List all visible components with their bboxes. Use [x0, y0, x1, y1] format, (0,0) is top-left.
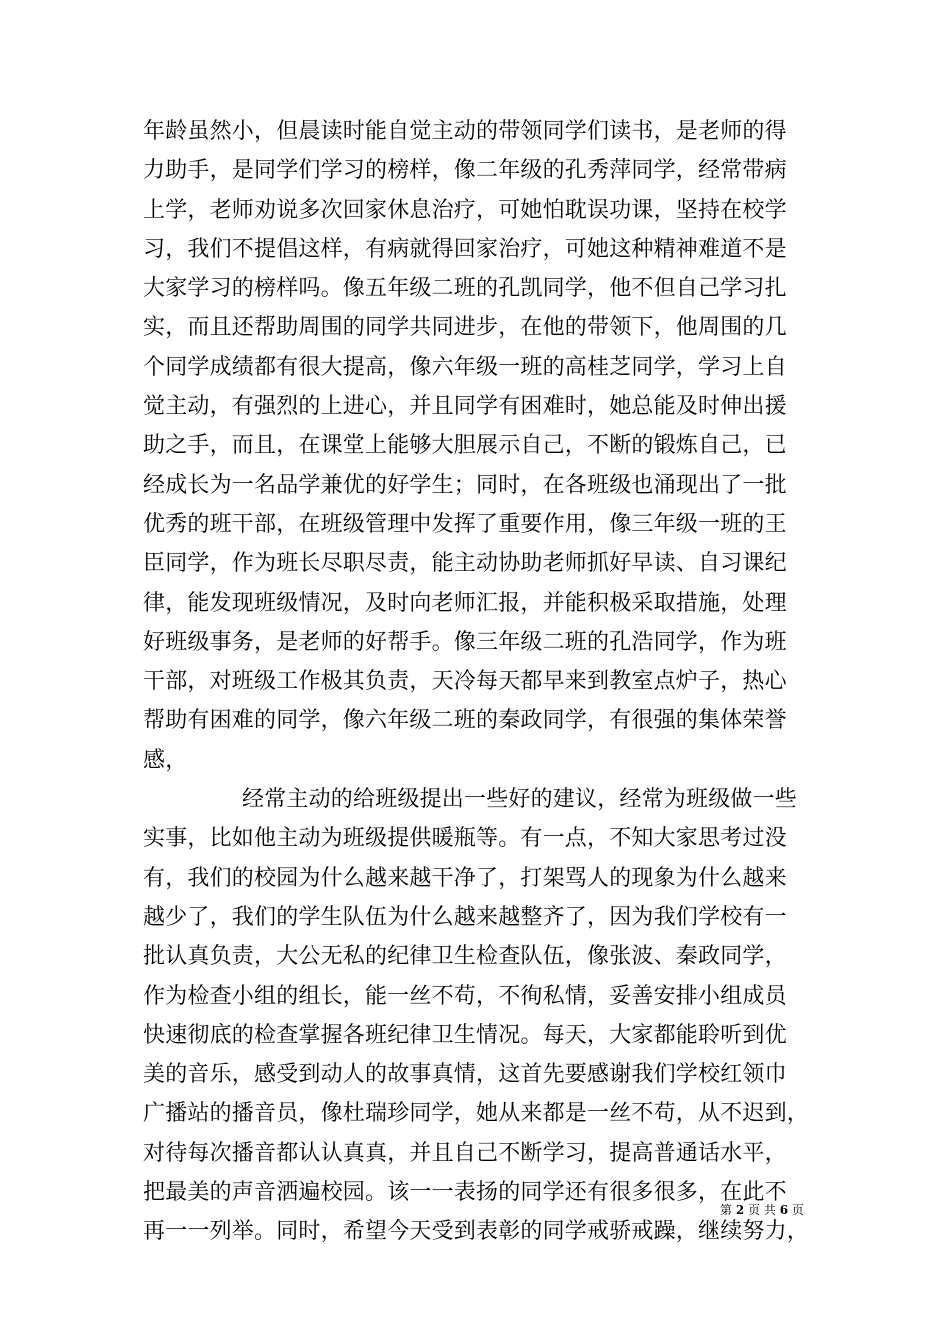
text-line: 干部，对班级工作极其负责，天冷每天都早来到教室点炉子，热心	[143, 669, 787, 695]
text-line: 越少了，我们的学生队伍为什么越来越整齐了，因为我们学校有一	[143, 904, 787, 930]
text-line: 助之手，而且，在课堂上能够大胆展示自己，不断的锻炼自己，已	[143, 433, 787, 459]
text-line: 觉主动，有强烈的上进心，并且同学有困难时，她总能及时伸出援	[143, 394, 787, 420]
text-line: 作为检查小组的组长，能一丝不苟，不徇私情，妥善安排小组成员	[143, 983, 787, 1009]
text-line: 批认真负责，大公无私的纪律卫生检查队伍，像张波、秦政同学，	[143, 944, 787, 970]
footer-suffix: 页	[791, 1203, 804, 1217]
text-line: 个同学成绩都有很大提高，像六年级一班的高桂芝同学，学习上自	[143, 354, 787, 380]
current-page-number: 2	[735, 1203, 745, 1217]
page-footer	[720, 1202, 804, 1218]
text-line: 感，	[143, 747, 188, 773]
text-line: 实，而且还帮助周围的同学共同进步，在他的带领下，他周围的几	[143, 315, 787, 341]
footer-middle: 页 共	[748, 1203, 776, 1217]
text-line: 把最美的声音洒遍校园。该一一表扬的同学还有很多很多，在此不	[143, 1180, 787, 1206]
paragraph-start-line: 经常主动的给班级提出一些好的建议，经常为班级做一些	[242, 787, 798, 813]
text-line: 臣同学，作为班长尽职尽责，能主动协助老师抓好早读、自习课纪	[143, 551, 787, 577]
text-line: 对待每次播音都认认真真，并且自己不断学习，提高普通话水平，	[143, 1140, 787, 1166]
text-line: 优秀的班干部，在班级管理中发挥了重要作用，像三年级一班的王	[143, 511, 787, 537]
text-line: 力助手，是同学们学习的榜样，像二年级的孔秀萍同学，经常带病	[143, 158, 787, 184]
text-line: 美的音乐，感受到动人的故事真情，这首先要感谢我们学校红领巾	[143, 1062, 787, 1088]
text-line: 实事，比如他主动为班级提供暖瓶等。有一点，不知大家思考过没	[143, 826, 787, 852]
text-line: 再一一列举。同时，希望今天受到表彰的同学戒骄戒躁，继续努力，	[143, 1219, 810, 1245]
footer-prefix: 第	[720, 1203, 733, 1217]
text-line: 大家学习的榜样吗。像五年级二班的孔凯同学，他不但自己学习扎	[143, 276, 787, 302]
text-line: 习，我们不提倡这样，有病就得回家治疗，可她这种精神难道不是	[143, 236, 787, 262]
text-line: 律，能发现班级情况，及时向老师汇报，并能积极采取措施，处理	[143, 590, 787, 616]
text-line: 好班级事务，是老师的好帮手。像三年级二班的孔浩同学，作为班	[143, 629, 787, 655]
text-line: 上学，老师劝说多次回家休息治疗，可她怕耽误功课，坚持在校学	[143, 197, 787, 223]
text-line: 广播站的播音员，像杜瑞珍同学，她从来都是一丝不苟，从不迟到，	[143, 1101, 810, 1127]
total-page-count: 6	[779, 1203, 789, 1217]
text-line: 经成长为一名品学兼优的好学生；同时，在各班级也涌现出了一批	[143, 472, 787, 498]
text-line: 年龄虽然小，但晨读时能自觉主动的带领同学们读书，是老师的得	[143, 119, 787, 144]
body-text	[143, 112, 823, 1252]
text-line: 有，我们的校园为什么越来越干净了，打架骂人的现象为什么越来	[143, 865, 787, 891]
text-line: 快速彻底的检查掌握各班纪律卫生情况。每天，大家都能聆听到优	[143, 1022, 787, 1048]
text-line: 帮助有困难的同学，像六年级二班的秦政同学，有很强的集体荣誉	[143, 708, 787, 734]
